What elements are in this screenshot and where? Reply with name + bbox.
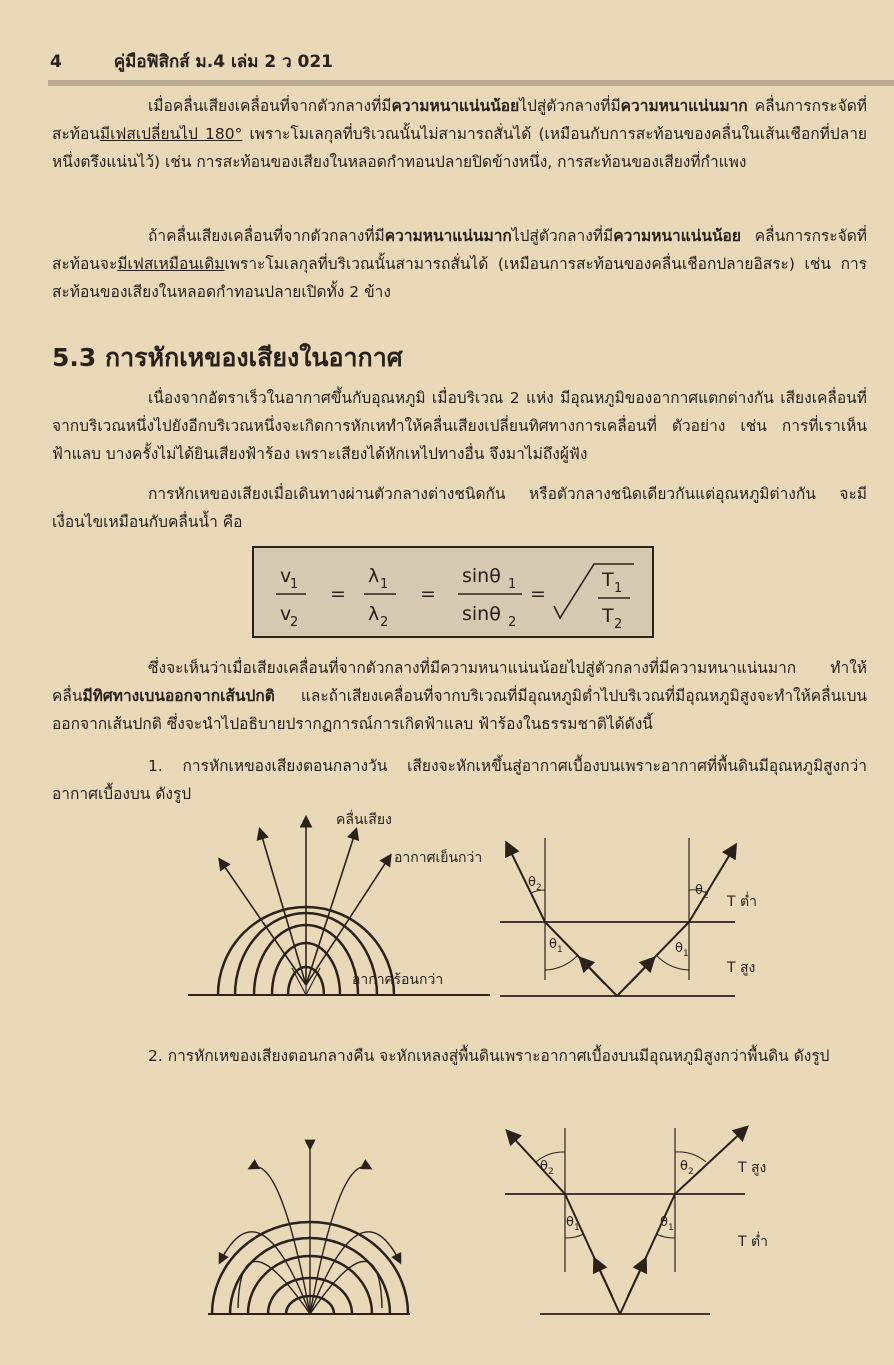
daytime-ray-figure	[495, 830, 785, 1005]
page-number: 4	[50, 52, 62, 72]
svg-text:1: 1	[668, 1223, 674, 1233]
angle-labels	[528, 875, 709, 959]
item-daytime-refraction: 1. การหักเหของเสียงตอนกลางวัน เสียงจะหักเหขึ้นสู่อากาศเบื้องบนเพราะอากาศที่พื้นดินมีอุณหภูมิสูงกว่าอากาศเบื้องบน ดังรูป	[52, 757, 867, 803]
label-sound-wave: คลื่นเสียง	[336, 812, 392, 828]
refraction-equation	[254, 548, 652, 636]
sound-ray-arrows	[220, 818, 390, 985]
page-header	[50, 48, 333, 75]
label-t-low: T ต่ำ	[738, 1234, 768, 1250]
svg-text:1: 1	[683, 949, 689, 959]
svg-text:sinθ: sinθ	[462, 565, 501, 587]
refracted-rays	[507, 844, 735, 996]
section-title: 5.3 การหักเหของเสียงในอากาศ	[52, 343, 403, 372]
book-title: คู่มือฟิสิกส์ ม.4 เล่ม 2 ว 021	[113, 52, 334, 72]
label-t-low: T ต่ำ	[727, 894, 757, 910]
header-rule	[48, 80, 894, 86]
paragraph-reflection-free: ถ้าคลื่นเสียงเคลื่อนที่จากตัวกลางที่มีความหนาแน่นมากไปสู่ตัวกลางที่มีความหนาแน่นน้อย คลื่นการกระจัดที่สะท้อนจะมีเฟสเหมือนเดิมเพราะโมเลกุลที่บริเวณนั้นสามารถสั่นได้ (เหมือนการสะท้อนของคลื่นเชือกปลายอิสระ) เช่น การสะท้อนของเสียงในหลอดกำทอนปลายเปิดทั้ง 2 ข้าง	[52, 227, 867, 301]
svg-text:1: 1	[380, 577, 389, 592]
svg-text:1: 1	[574, 1223, 580, 1233]
svg-text:sinθ: sinθ	[462, 603, 501, 625]
paragraph-refraction-direction: ซึ่งจะเห็นว่าเมื่อเสียงเคลื่อนที่จากตัวกลางที่มีความหนาแน่นน้อยไปสู่ตัวกลางที่มีความหนาแน่นมาก ทำให้คลื่นมีทิศทางเบนออกจากเส้นปกติ และถ้าเสียงเคลื่อนที่จากบริเวณที่มีอุณหภูมิต่ำไปบริเวณที่มีอุณหภูมิสูงจะทำให้คลื่นเบนออกจากเส้นปกติ ซึ่งจะนำไปอธิบายปรากฏการณ์การเกิดฟ้าแลบ ฟ้าร้องในธรรมชาติได้ดังนี้	[52, 659, 867, 733]
refracted-rays	[508, 1128, 746, 1314]
nighttime-wavefront-figure	[200, 1122, 420, 1322]
svg-text:=: =	[420, 583, 436, 605]
svg-text:θ: θ	[660, 1215, 668, 1230]
svg-text:θ: θ	[528, 875, 536, 890]
normal-lines	[545, 838, 689, 980]
daytime-wavefront-figure	[180, 800, 510, 1005]
label-cooler-air: อากาศเย็นกว่า	[394, 850, 483, 866]
normal-lines	[565, 1128, 675, 1272]
paragraph-refraction-intro: เนื่องจากอัตราเร็วในอากาศขึ้นกับอุณหภูมิ เมื่อบริเวณ 2 แห่ง มีอุณหภูมิของอากาศแตกต่างกัน เสียงเคลื่อนที่จากบริเวณหนึ่งไปยังอีกบริเวณหนึ่งจะเกิดการหักเหทำให้คลื่นเสียงเปลี่ยนทิศทางการเคลื่อนที่ ตัวอย่าง เช่น การที่เราเห็นฟ้าแลบ บางครั้งไม่ได้ยินเสียงฟ้าร้อง เพราะเสียงได้หักเหไปทางอื่น จึงมาไม่ถึงผู้ฟัง	[52, 389, 867, 463]
svg-text:1: 1	[557, 945, 563, 955]
paragraph-refraction-condition: การหักเหของเสียงเมื่อเดินทางผ่านตัวกลางต่างชนิดกัน หรือตัวกลางชนิดเดียวกันแต่อุณหภูมิต่างกัน จะมีเงื่อนไขเหมือนกับคลื่นน้ำ คือ	[52, 485, 867, 531]
svg-text:λ: λ	[368, 565, 380, 587]
label-t-high: T สูง	[738, 1160, 767, 1176]
svg-text:λ: λ	[368, 603, 380, 625]
svg-text:θ: θ	[540, 1159, 548, 1174]
svg-text:1: 1	[614, 581, 623, 596]
svg-text:v: v	[280, 603, 292, 625]
item-nighttime-refraction: 2. การหักเหของเสียงตอนกลางคืน จะหักเหลงสู่พื้นดินเพราะอากาศเบื้องบนมีอุณหภูมิสูงกว่าพื้นดิน ดังรูป	[148, 1047, 830, 1065]
svg-text:T: T	[602, 605, 614, 627]
label-hotter-air: อากาศร้อนกว่า	[352, 972, 444, 988]
svg-text:2: 2	[614, 617, 623, 632]
nighttime-ray-figure	[500, 1122, 800, 1322]
svg-text:=: =	[330, 583, 346, 605]
svg-text:θ: θ	[549, 937, 557, 952]
svg-text:2: 2	[548, 1167, 554, 1177]
svg-text:θ: θ	[680, 1159, 688, 1174]
svg-text:θ: θ	[695, 883, 703, 898]
angle-labels	[540, 1159, 694, 1233]
svg-text:2: 2	[688, 1167, 694, 1177]
refraction-equation-box	[252, 546, 654, 638]
label-t-high: T สูง	[727, 960, 756, 976]
svg-text:2: 2	[536, 883, 542, 893]
svg-text:2: 2	[508, 615, 517, 630]
svg-text:θ: θ	[675, 941, 683, 956]
paragraph-reflection-fixed: เมื่อคลื่นเสียงเคลื่อนที่จากตัวกลางที่มีความหนาแน่นน้อยไปสู่ตัวกลางที่มีความหนาแน่นมาก คลื่นการกระจัดที่สะท้อนมีเฟสเปลี่ยนไป 180° เพราะโมเลกุลที่บริเวณนั้นไม่สามารถสั่นได้ (เหมือนกับการสะท้อนของคลื่นในเส้นเชือกที่ปลายหนึ่งตรึงแน่นไว้) เช่น การสะท้อนของเสียงในหลอดกำทอนปลายปิดข้างหนึ่ง, การสะท้อนของเสียงที่กำแพง	[52, 97, 867, 171]
svg-text:θ: θ	[566, 1215, 574, 1230]
svg-text:2: 2	[380, 615, 389, 630]
curved-rays	[220, 1148, 400, 1314]
svg-text:T: T	[602, 569, 614, 591]
svg-text:2: 2	[703, 891, 709, 901]
svg-text:1: 1	[508, 577, 517, 592]
svg-text:1: 1	[290, 577, 299, 592]
svg-text:v: v	[280, 565, 292, 587]
svg-text:=: =	[530, 583, 546, 605]
svg-text:2: 2	[290, 615, 299, 630]
